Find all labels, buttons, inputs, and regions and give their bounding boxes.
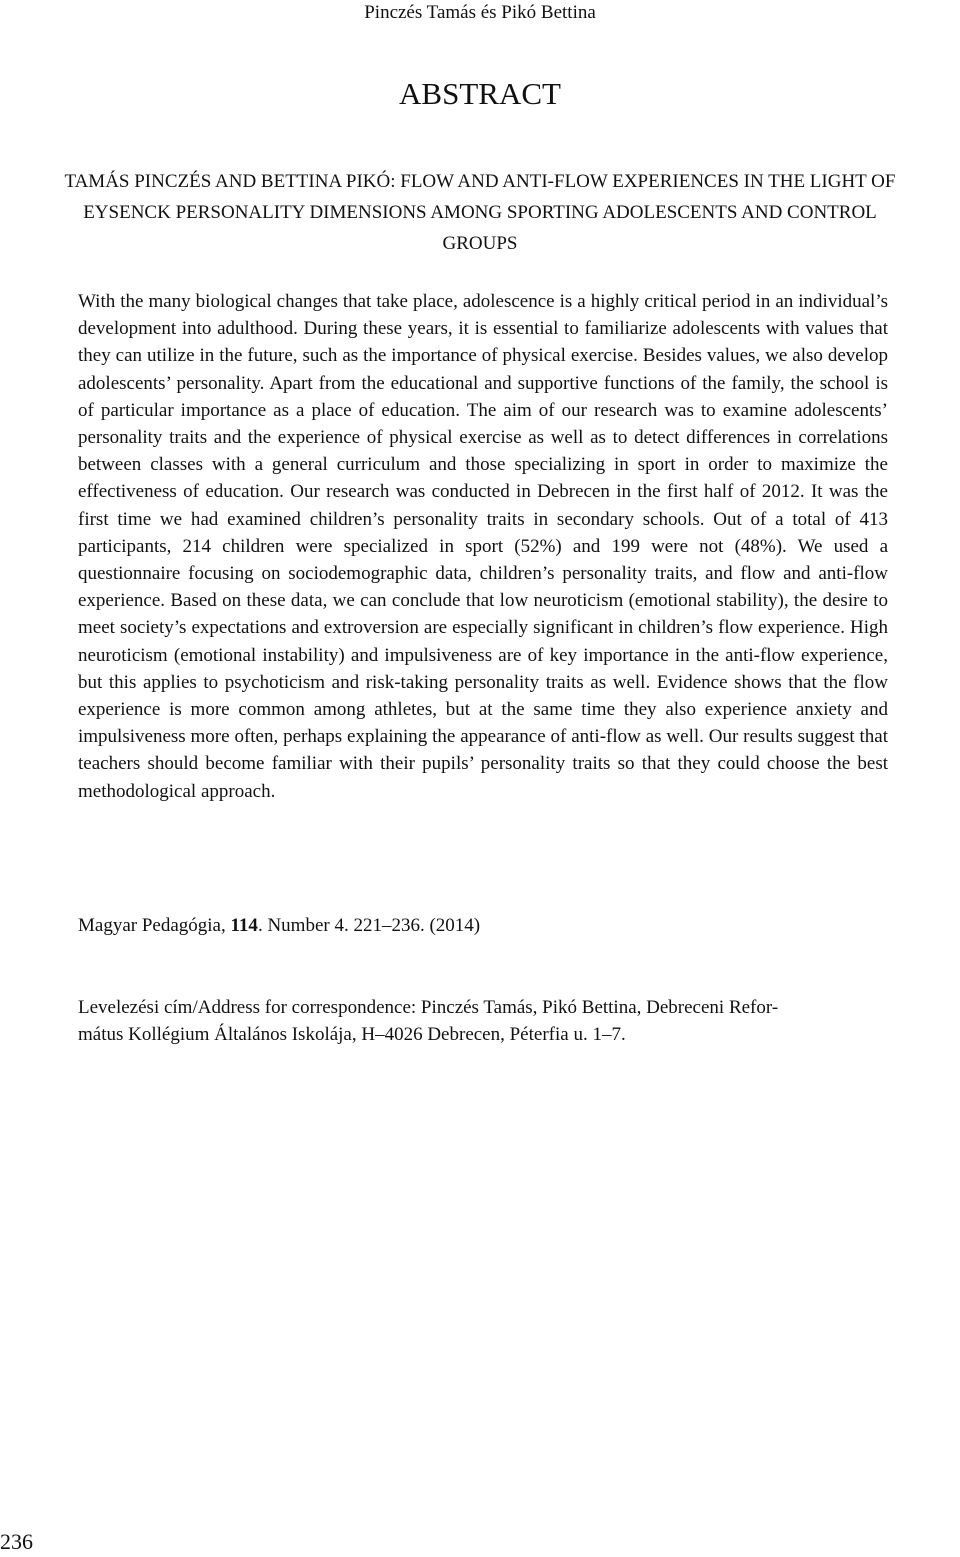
correspondence-line: Levelezési cím/Address for correspondence: Pinczés Tamás, Pikó Bettina, Debreceni Refor-: [78, 997, 779, 1018]
paper-title-line: GROUPS: [442, 233, 518, 254]
abstract-body: With the many biological changes that take place, adolescence is a highly critical period in an individual’s development into adulthood. During these years, it is essential to familiarize adolescents with values that they can utilize in the future, such as the importance of physical exercise. Besides values, we also develop adolescents’ personality. Apart from the educational and supportive functions of the family, the school is of particular importance as a place of education. The aim of our research was to examine adolescents’ personality traits and the experience of physical exercise as well as to detect differences in correlations between classes with a general curriculum and those specializing in sport in order to maximize the effectiveness of education. Our research was conducted in Debrecen in the first half of 2012. It was the first time we had examined children’s personality traits in secondary schools. Out of a total of 413 participants, 214 children were specialized in sport (52%) and 199 were not (48%). We used a questionnaire focusing on sociodemographic data, children’s personality traits, and flow and anti-flow experience. Based on these data, we can conclude that low neuroticism (emotional stability), the desire to meet society’s expectations and extroversion are especially significant in children’s flow experience. High neuroticism (emotional instability) and impulsiveness are of key importance in the anti-flow experience, but this applies to psychoticism and risk-taking personality traits as well. Evidence shows that the flow experience is more common among athletes, but at the same time they also experience anxiety and impulsiveness more often, perhaps explaining the appearance of anti-flow as well. Our results suggest that teachers should become familiar with their pupils’ personality traits so that they could choose the best methodological approach.: [78, 291, 888, 802]
correspondence-address: [78, 994, 888, 1048]
citation-journal: Magyar Pedagógia,: [78, 915, 231, 936]
journal-citation: [78, 912, 888, 939]
citation-volume: 114: [230, 915, 258, 936]
citation-details: . Number 4. 221–236. (2014): [257, 915, 481, 936]
running-head: Pinczés Tamás és Pikó Bettina: [364, 2, 596, 23]
paper-title: [0, 166, 960, 259]
paper-title-line: TAMÁS PINCZÉS AND BETTINA PIKÓ: FLOW AND ANTI-FLOW EXPERIENCES IN THE LIGHT OF: [64, 171, 896, 192]
page-number: 236: [0, 1529, 33, 1554]
correspondence-line: mátus Kollégium Általános Iskolája, H–4026 Debrecen, Péterfia u. 1–7.: [78, 1024, 626, 1045]
section-heading: ABSTRACT: [399, 76, 561, 111]
paper-title-line: EYSENCK PERSONALITY DIMENSIONS AMONG SPORTING ADOLESCENTS AND CONTROL: [83, 202, 877, 223]
